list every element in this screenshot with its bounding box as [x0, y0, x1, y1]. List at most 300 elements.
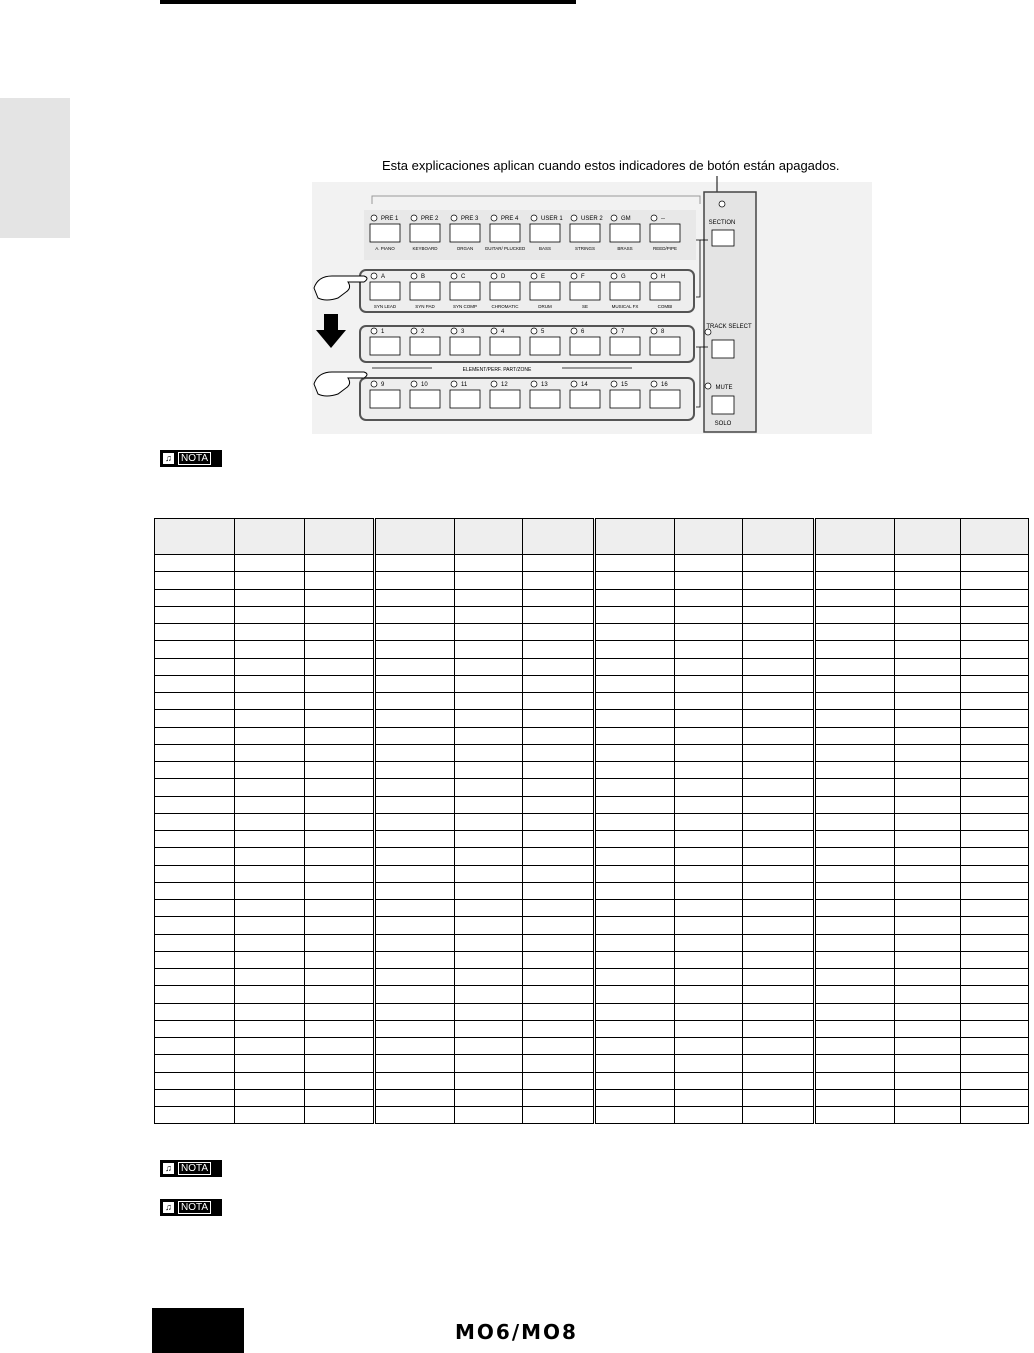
table-cell	[961, 934, 1029, 951]
panel-button[interactable]	[530, 390, 560, 408]
table-cell	[305, 882, 375, 899]
music-note-icon: ♫	[163, 453, 174, 464]
table-cell	[455, 762, 523, 779]
table-cell	[595, 1038, 675, 1055]
table-cell	[961, 1038, 1029, 1055]
table-cell	[523, 572, 595, 589]
table-cell	[743, 1072, 815, 1089]
table-row	[155, 710, 1029, 727]
button-led-label: 4	[501, 329, 505, 335]
table-cell	[235, 572, 305, 589]
table-cell	[523, 969, 595, 986]
table-cell	[815, 1003, 895, 1020]
table-cell	[961, 865, 1029, 882]
table-cell	[961, 555, 1029, 572]
table-cell	[235, 917, 305, 934]
table-cell	[815, 589, 895, 606]
table-cell	[961, 969, 1029, 986]
table-cell	[455, 986, 523, 1003]
panel-button[interactable]	[410, 224, 440, 242]
led-indicator	[611, 328, 617, 334]
table-cell	[743, 675, 815, 692]
led-indicator	[411, 215, 417, 221]
table-cell	[675, 882, 743, 899]
mute-button[interactable]	[712, 396, 734, 414]
table-cell	[895, 1038, 961, 1055]
table-cell	[595, 848, 675, 865]
table-cell	[815, 969, 895, 986]
table-cell	[455, 1107, 523, 1124]
table-cell	[743, 1107, 815, 1124]
table-cell	[375, 917, 455, 934]
table-cell	[743, 658, 815, 675]
table-cell	[155, 831, 235, 848]
table-cell	[305, 796, 375, 813]
table-cell	[743, 865, 815, 882]
table-cell	[305, 934, 375, 951]
table-cell	[235, 848, 305, 865]
table-cell	[455, 917, 523, 934]
table-cell	[455, 606, 523, 623]
led-indicator	[371, 273, 377, 279]
table-cell	[961, 848, 1029, 865]
table-cell	[155, 1055, 235, 1072]
led-indicator	[651, 328, 657, 334]
table-cell	[961, 900, 1029, 917]
table-cell	[305, 572, 375, 589]
table-cell	[815, 519, 895, 555]
button-caption: A. PIANO	[375, 246, 395, 251]
table-cell	[375, 813, 455, 830]
nota-label: NOTA	[178, 452, 211, 465]
panel-button[interactable]	[530, 224, 560, 242]
button-caption: BRASS	[617, 246, 633, 251]
table-cell	[375, 986, 455, 1003]
led-indicator	[371, 215, 377, 221]
table-cell	[155, 624, 235, 641]
table-cell	[675, 1020, 743, 1037]
table-cell	[895, 675, 961, 692]
table-cell	[595, 813, 675, 830]
panel-button[interactable]	[490, 224, 520, 242]
table-cell	[595, 917, 675, 934]
table-cell	[375, 900, 455, 917]
table-cell	[815, 693, 895, 710]
nota-badge	[160, 1160, 222, 1177]
table-cell	[675, 1089, 743, 1106]
table-row	[155, 1038, 1029, 1055]
table-cell	[743, 641, 815, 658]
track-select-button[interactable]	[712, 340, 734, 358]
table-cell	[815, 727, 895, 744]
table-cell	[523, 1089, 595, 1106]
table-cell	[743, 519, 815, 555]
table-cell	[595, 606, 675, 623]
table-cell	[815, 606, 895, 623]
table-cell	[155, 727, 235, 744]
table-cell	[375, 934, 455, 951]
table-cell	[455, 555, 523, 572]
table-cell	[895, 882, 961, 899]
table-row	[155, 1020, 1029, 1037]
panel-button[interactable]	[530, 337, 560, 355]
table-cell	[675, 675, 743, 692]
table-cell	[743, 1003, 815, 1020]
table-cell	[595, 1107, 675, 1124]
table-cell	[895, 969, 961, 986]
table-cell	[895, 917, 961, 934]
table-cell	[305, 589, 375, 606]
table-cell	[375, 882, 455, 899]
button-caption: SE	[581, 304, 589, 309]
panel-button[interactable]	[650, 282, 680, 300]
table-cell	[815, 658, 895, 675]
table-cell	[305, 710, 375, 727]
header-rule	[160, 0, 576, 4]
table-cell	[375, 675, 455, 692]
table-cell	[743, 813, 815, 830]
table-cell	[235, 779, 305, 796]
table-cell	[595, 727, 675, 744]
button-caption: DRUM	[538, 304, 552, 309]
table-cell	[305, 813, 375, 830]
table-cell	[815, 744, 895, 761]
table-row	[155, 831, 1029, 848]
panel-button[interactable]	[610, 390, 640, 408]
table-cell	[595, 831, 675, 848]
table-row	[155, 675, 1029, 692]
table-cell	[305, 917, 375, 934]
table-cell	[235, 762, 305, 779]
led-indicator	[371, 328, 377, 334]
table-cell	[155, 813, 235, 830]
table-cell	[235, 934, 305, 951]
table-cell	[815, 1055, 895, 1072]
table-cell	[375, 555, 455, 572]
button-led-label: 15	[621, 382, 628, 388]
table-row	[155, 727, 1029, 744]
panel-button[interactable]	[450, 337, 480, 355]
table-cell	[455, 900, 523, 917]
table-cell	[815, 986, 895, 1003]
table-cell	[455, 865, 523, 882]
table-cell	[815, 572, 895, 589]
table-cell	[895, 796, 961, 813]
table-cell	[961, 675, 1029, 692]
table-cell	[375, 779, 455, 796]
table-cell	[155, 658, 235, 675]
table-cell	[895, 606, 961, 623]
table-cell	[155, 986, 235, 1003]
table-cell	[815, 882, 895, 899]
table-cell	[595, 934, 675, 951]
section-button[interactable]	[712, 230, 734, 246]
table-cell	[961, 519, 1029, 555]
table-cell	[595, 1020, 675, 1037]
table-cell	[305, 762, 375, 779]
table-cell	[235, 1020, 305, 1037]
table-cell	[743, 934, 815, 951]
table-cell	[235, 641, 305, 658]
table-cell	[895, 934, 961, 951]
table-cell	[155, 1003, 235, 1020]
button-caption: STRINGS	[574, 246, 596, 251]
table-cell	[675, 572, 743, 589]
table-cell	[305, 900, 375, 917]
table-cell	[523, 934, 595, 951]
table-cell	[235, 831, 305, 848]
table-cell	[961, 1107, 1029, 1124]
table-cell	[895, 762, 961, 779]
table-cell	[375, 1072, 455, 1089]
table-cell	[743, 1038, 815, 1055]
panel-button[interactable]	[370, 390, 400, 408]
table-cell	[961, 1020, 1029, 1037]
table-cell	[155, 555, 235, 572]
panel-button[interactable]	[570, 282, 600, 300]
table-cell	[743, 831, 815, 848]
table-cell	[235, 796, 305, 813]
table-cell	[595, 589, 675, 606]
table-cell	[155, 900, 235, 917]
table-cell	[961, 727, 1029, 744]
table-row	[155, 934, 1029, 951]
table-cell	[155, 1072, 235, 1089]
table-cell	[675, 779, 743, 796]
table-row	[155, 865, 1029, 882]
table-cell	[675, 917, 743, 934]
table-cell	[523, 606, 595, 623]
table-row	[155, 555, 1029, 572]
table-row	[155, 762, 1029, 779]
button-led-label: 5	[541, 329, 545, 335]
track-select-label: TRACK SELECT	[706, 324, 752, 330]
button-led-label: 2	[421, 329, 425, 335]
table-cell	[815, 1089, 895, 1106]
panel-button[interactable]	[410, 337, 440, 355]
table-cell	[305, 1055, 375, 1072]
table-cell	[155, 1038, 235, 1055]
table-cell	[895, 624, 961, 641]
panel-button[interactable]	[370, 337, 400, 355]
table-cell	[595, 641, 675, 658]
table-cell	[595, 658, 675, 675]
table-cell	[235, 882, 305, 899]
panel-button[interactable]	[570, 224, 600, 242]
table-row	[155, 658, 1029, 675]
led-indicator	[571, 381, 577, 387]
table-cell	[375, 1107, 455, 1124]
table-cell	[523, 1072, 595, 1089]
table-cell	[523, 555, 595, 572]
table-cell	[155, 589, 235, 606]
table-cell	[305, 624, 375, 641]
table-cell	[155, 917, 235, 934]
table-cell	[455, 658, 523, 675]
table-cell	[235, 951, 305, 968]
table-cell	[743, 1020, 815, 1037]
table-cell	[235, 865, 305, 882]
button-led-label: 8	[661, 329, 665, 335]
led-indicator	[371, 381, 377, 387]
table-cell	[815, 675, 895, 692]
table-cell	[455, 1089, 523, 1106]
panel-button[interactable]	[370, 224, 400, 242]
table-cell	[595, 519, 675, 555]
button-caption: CHROMATIC	[491, 304, 519, 309]
nota-label: NOTA	[178, 1201, 211, 1214]
table-cell	[743, 969, 815, 986]
button-led-label: F	[581, 274, 585, 280]
table-cell	[815, 813, 895, 830]
table-cell	[523, 658, 595, 675]
panel-button[interactable]	[570, 337, 600, 355]
led-indicator	[611, 273, 617, 279]
table-cell	[375, 831, 455, 848]
button-caption: COMBI	[657, 304, 673, 309]
table-cell	[375, 693, 455, 710]
table-cell	[895, 1003, 961, 1020]
table-cell	[305, 1003, 375, 1020]
table-cell	[375, 519, 455, 555]
table-cell	[595, 900, 675, 917]
table-cell	[743, 762, 815, 779]
table-cell	[595, 555, 675, 572]
table-cell	[235, 624, 305, 641]
table-cell	[155, 519, 235, 555]
table-header-row	[155, 519, 1029, 555]
table-cell	[523, 831, 595, 848]
table-cell	[455, 1072, 523, 1089]
panel-button[interactable]	[410, 390, 440, 408]
table-cell	[675, 555, 743, 572]
led-indicator	[651, 381, 657, 387]
table-row	[155, 848, 1029, 865]
table-row	[155, 624, 1029, 641]
table-cell	[815, 951, 895, 968]
table-cell	[235, 900, 305, 917]
svg-text:MO6/MO8: MO6/MO8	[455, 1320, 578, 1344]
panel-button[interactable]	[610, 224, 640, 242]
table-cell	[675, 1107, 743, 1124]
table-cell	[523, 710, 595, 727]
table-cell	[675, 1055, 743, 1072]
table-cell	[455, 1038, 523, 1055]
table-cell	[595, 693, 675, 710]
button-led-label: C	[461, 274, 466, 280]
button-led-label: 12	[501, 382, 508, 388]
table-cell	[523, 848, 595, 865]
table-cell	[375, 589, 455, 606]
table-cell	[961, 986, 1029, 1003]
table-cell	[675, 986, 743, 1003]
panel-button[interactable]	[450, 282, 480, 300]
table-cell	[455, 951, 523, 968]
table-cell	[815, 1072, 895, 1089]
panel-button[interactable]	[370, 282, 400, 300]
table-cell	[375, 1020, 455, 1037]
table-cell	[815, 762, 895, 779]
led-indicator	[491, 328, 497, 334]
panel-button[interactable]	[610, 282, 640, 300]
table-row	[155, 986, 1029, 1003]
table-cell	[895, 1055, 961, 1072]
table-cell	[743, 606, 815, 623]
button-led-label: 7	[621, 329, 625, 335]
panel-button[interactable]	[490, 337, 520, 355]
table-cell	[743, 900, 815, 917]
led-indicator	[611, 215, 617, 221]
panel-button[interactable]	[490, 390, 520, 408]
nota-badge	[160, 1199, 222, 1216]
music-note-icon: ♫	[163, 1202, 174, 1213]
table-cell	[595, 624, 675, 641]
table-cell	[235, 519, 305, 555]
panel-button[interactable]	[490, 282, 520, 300]
button-caption: REED/PIPE	[652, 246, 678, 251]
panel-button[interactable]	[450, 390, 480, 408]
table-row	[155, 1055, 1029, 1072]
panel-button[interactable]	[410, 282, 440, 300]
diagram-caption: Esta explicaciones aplican cuando estos indicadores de botón están apagados.	[382, 158, 840, 173]
panel-button[interactable]	[530, 282, 560, 300]
button-led-label: H	[661, 274, 666, 280]
table-cell	[455, 813, 523, 830]
panel-button[interactable]	[650, 337, 680, 355]
table-cell	[155, 606, 235, 623]
table-cell	[895, 519, 961, 555]
table-cell	[523, 519, 595, 555]
table-cell	[235, 727, 305, 744]
table-row	[155, 1107, 1029, 1124]
table-cell	[375, 1089, 455, 1106]
table-cell	[895, 831, 961, 848]
table-cell	[155, 744, 235, 761]
table-cell	[961, 1072, 1029, 1089]
panel-button[interactable]	[610, 337, 640, 355]
panel-button[interactable]	[650, 390, 680, 408]
table-cell	[305, 1107, 375, 1124]
led-indicator	[451, 273, 457, 279]
table-cell	[595, 1055, 675, 1072]
solo-label: SOLO	[714, 421, 732, 427]
table-cell	[595, 1003, 675, 1020]
panel-button[interactable]	[650, 224, 680, 242]
table-cell	[523, 1020, 595, 1037]
table-cell	[595, 779, 675, 796]
led-indicator	[411, 381, 417, 387]
table-cell	[743, 710, 815, 727]
table-cell	[595, 986, 675, 1003]
panel-button[interactable]	[570, 390, 600, 408]
table-cell	[155, 1107, 235, 1124]
table-cell	[375, 1055, 455, 1072]
table-cell	[155, 1020, 235, 1037]
table-cell	[155, 882, 235, 899]
table-cell	[815, 796, 895, 813]
led-indicator	[531, 215, 537, 221]
table-cell	[523, 762, 595, 779]
table-cell	[455, 519, 523, 555]
table-cell	[961, 813, 1029, 830]
table-cell	[455, 624, 523, 641]
table-cell	[895, 986, 961, 1003]
section-label: SECTION	[708, 220, 736, 226]
table-cell	[961, 779, 1029, 796]
table-cell	[815, 1038, 895, 1055]
panel-button[interactable]	[450, 224, 480, 242]
table-cell	[155, 848, 235, 865]
